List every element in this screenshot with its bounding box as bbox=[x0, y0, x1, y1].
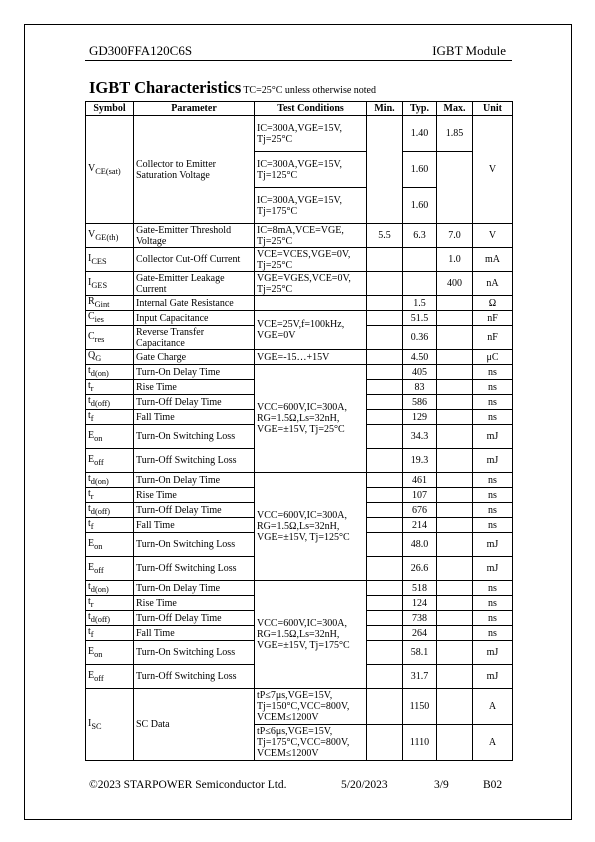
test-condition-cell: tP≤7μs,VGE=15V, Tj=150°C,VCC=800V, VCEM≤1200V bbox=[255, 689, 367, 725]
unit-cell: ns bbox=[473, 518, 513, 533]
symbol-cell: $E_{on}$ bbox=[86, 425, 134, 449]
parameter-cell: Rise Time bbox=[134, 488, 255, 503]
parameter-cell: Turn-Off Switching Loss bbox=[134, 449, 255, 473]
unit-cell: ns bbox=[473, 503, 513, 518]
parameter-cell: Gate-Emitter Leakage Current bbox=[134, 272, 255, 296]
min-cell bbox=[367, 581, 403, 596]
typ-cell: 586 bbox=[403, 395, 437, 410]
header-max: Max. bbox=[437, 102, 473, 116]
typ-cell: 738 bbox=[403, 611, 437, 626]
typ-cell: 1.40 bbox=[403, 116, 437, 152]
typ-cell: 1.60 bbox=[403, 152, 437, 188]
unit-cell: ns bbox=[473, 626, 513, 641]
symbol-cell: $C_{res}$ bbox=[86, 326, 134, 350]
min-cell bbox=[367, 248, 403, 272]
unit-cell: mJ bbox=[473, 557, 513, 581]
test-condition-cell: VCC=600V,IC=300A, RG=1.5Ω,Ls=32nH, VGE=±15V, Tj=25°C bbox=[255, 365, 367, 473]
table-row bbox=[86, 689, 513, 725]
parameter-cell: Turn-Off Delay Time bbox=[134, 503, 255, 518]
parameter-cell: Fall Time bbox=[134, 518, 255, 533]
min-cell bbox=[367, 641, 403, 665]
max-cell bbox=[437, 626, 473, 641]
min-cell bbox=[367, 116, 403, 224]
max-cell bbox=[437, 581, 473, 596]
min-cell bbox=[367, 533, 403, 557]
symbol-cell: $C_{ies}$ bbox=[86, 311, 134, 326]
test-condition-cell: tP≤6μs,VGE=15V, Tj=175°C,VCC=800V, VCEM≤1200V bbox=[255, 725, 367, 761]
unit-cell: mJ bbox=[473, 533, 513, 557]
symbol-cell: $t_{d(off)}$ bbox=[86, 395, 134, 410]
parameter-cell: Turn-On Switching Loss bbox=[134, 425, 255, 449]
symbol-cell: $R_{Gint}$ bbox=[86, 296, 134, 311]
min-cell bbox=[367, 380, 403, 395]
parameter-cell: Gate-Emitter Threshold Voltage bbox=[134, 224, 255, 248]
min-cell bbox=[367, 272, 403, 296]
parameter-cell: Gate Charge bbox=[134, 350, 255, 365]
unit-cell: V bbox=[473, 224, 513, 248]
test-condition-cell: IC=300A,VGE=15V, Tj=175°C bbox=[255, 188, 367, 224]
typ-cell: 518 bbox=[403, 581, 437, 596]
test-condition-cell: IC=300A,VGE=15V, Tj=25°C bbox=[255, 116, 367, 152]
unit-cell: ns bbox=[473, 380, 513, 395]
igbt-characteristics-table bbox=[85, 101, 513, 761]
test-condition-cell: VGE=VGES,VCE=0V, Tj=25°C bbox=[255, 272, 367, 296]
typ-cell bbox=[403, 248, 437, 272]
unit-cell: mA bbox=[473, 248, 513, 272]
max-cell bbox=[437, 296, 473, 311]
symbol-cell: $E_{on}$ bbox=[86, 533, 134, 557]
parameter-cell: Fall Time bbox=[134, 410, 255, 425]
unit-cell: A bbox=[473, 725, 513, 761]
test-condition-cell: IC=8mA,VCE=VGE, Tj=25°C bbox=[255, 224, 367, 248]
max-cell bbox=[437, 596, 473, 611]
typ-cell: 214 bbox=[403, 518, 437, 533]
footer-revision: B02 bbox=[483, 779, 503, 791]
min-cell bbox=[367, 449, 403, 473]
unit-cell: nF bbox=[473, 326, 513, 350]
part-number: GD300FFA120C6S bbox=[89, 43, 193, 58]
max-cell bbox=[437, 518, 473, 533]
header-symbol: Symbol bbox=[86, 102, 134, 116]
table-header-row bbox=[86, 102, 513, 116]
max-cell bbox=[437, 410, 473, 425]
table-row bbox=[86, 473, 513, 488]
symbol-cell: $I_{SC}$ bbox=[86, 689, 134, 761]
symbol-cell: $t_r$ bbox=[86, 488, 134, 503]
header-test-conditions: Test Conditions bbox=[255, 102, 367, 116]
test-condition-cell bbox=[255, 296, 367, 311]
test-condition-cell: VCE=25V,f=100kHz, VGE=0V bbox=[255, 311, 367, 350]
parameter-cell: Turn-Off Delay Time bbox=[134, 611, 255, 626]
max-cell bbox=[437, 641, 473, 665]
table-row bbox=[86, 296, 513, 311]
max-cell: 7.0 bbox=[437, 224, 473, 248]
parameter-cell: Internal Gate Resistance bbox=[134, 296, 255, 311]
parameter-cell: Turn-On Delay Time bbox=[134, 473, 255, 488]
symbol-cell: $t_r$ bbox=[86, 596, 134, 611]
typ-cell: 4.50 bbox=[403, 350, 437, 365]
header-parameter: Parameter bbox=[134, 102, 255, 116]
min-cell bbox=[367, 365, 403, 380]
test-condition-cell: IC=300A,VGE=15V, Tj=125°C bbox=[255, 152, 367, 188]
typ-cell: 83 bbox=[403, 380, 437, 395]
parameter-cell: Reverse Transfer Capacitance bbox=[134, 326, 255, 350]
footer-page-number: 3/9 bbox=[434, 779, 449, 791]
min-cell bbox=[367, 326, 403, 350]
unit-cell: mJ bbox=[473, 641, 513, 665]
unit-cell: ns bbox=[473, 581, 513, 596]
unit-cell: nA bbox=[473, 272, 513, 296]
min-cell bbox=[367, 557, 403, 581]
table-row bbox=[86, 350, 513, 365]
section-title-text: IGBT Characteristics bbox=[89, 78, 242, 97]
min-cell bbox=[367, 473, 403, 488]
symbol-cell: $t_{d(off)}$ bbox=[86, 611, 134, 626]
parameter-cell: Turn-Off Switching Loss bbox=[134, 665, 255, 689]
max-cell: 1.85 bbox=[437, 116, 473, 152]
parameter-cell: Input Capacitance bbox=[134, 311, 255, 326]
typ-cell: 31.7 bbox=[403, 665, 437, 689]
parameter-cell: Turn-On Switching Loss bbox=[134, 641, 255, 665]
min-cell bbox=[367, 503, 403, 518]
parameter-cell: Rise Time bbox=[134, 380, 255, 395]
unit-cell: mJ bbox=[473, 425, 513, 449]
max-cell bbox=[437, 152, 473, 224]
symbol-cell: $E_{off}$ bbox=[86, 665, 134, 689]
max-cell bbox=[437, 473, 473, 488]
min-cell bbox=[367, 665, 403, 689]
unit-cell: ns bbox=[473, 596, 513, 611]
min-cell bbox=[367, 488, 403, 503]
parameter-cell: Rise Time bbox=[134, 596, 255, 611]
parameter-cell: Turn-On Delay Time bbox=[134, 581, 255, 596]
max-cell: 400 bbox=[437, 272, 473, 296]
table-row bbox=[86, 581, 513, 596]
unit-cell: μC bbox=[473, 350, 513, 365]
min-cell bbox=[367, 626, 403, 641]
symbol-cell: $E_{on}$ bbox=[86, 641, 134, 665]
typ-cell: 1.5 bbox=[403, 296, 437, 311]
typ-cell: 0.36 bbox=[403, 326, 437, 350]
unit-cell: ns bbox=[473, 473, 513, 488]
min-cell bbox=[367, 518, 403, 533]
max-cell bbox=[437, 503, 473, 518]
max-cell bbox=[437, 689, 473, 725]
typ-cell: 124 bbox=[403, 596, 437, 611]
footer-date: 5/20/2023 bbox=[341, 779, 388, 791]
unit-cell: ns bbox=[473, 410, 513, 425]
typ-cell: 1110 bbox=[403, 725, 437, 761]
test-condition-cell: VGE=-15…+15V bbox=[255, 350, 367, 365]
max-cell bbox=[437, 557, 473, 581]
unit-cell: mJ bbox=[473, 449, 513, 473]
max-cell bbox=[437, 395, 473, 410]
max-cell bbox=[437, 326, 473, 350]
min-cell bbox=[367, 350, 403, 365]
parameter-cell: Collector Cut-Off Current bbox=[134, 248, 255, 272]
typ-cell bbox=[403, 272, 437, 296]
table-row bbox=[86, 224, 513, 248]
unit-cell: A bbox=[473, 689, 513, 725]
parameter-cell: Turn-On Delay Time bbox=[134, 365, 255, 380]
typ-cell: 19.3 bbox=[403, 449, 437, 473]
unit-cell: ns bbox=[473, 488, 513, 503]
unit-cell: Ω bbox=[473, 296, 513, 311]
min-cell: 5.5 bbox=[367, 224, 403, 248]
header-unit: Unit bbox=[473, 102, 513, 116]
min-cell bbox=[367, 296, 403, 311]
max-cell bbox=[437, 425, 473, 449]
typ-cell: 461 bbox=[403, 473, 437, 488]
symbol-cell: $t_f$ bbox=[86, 626, 134, 641]
max-cell bbox=[437, 533, 473, 557]
parameter-cell: Turn-On Switching Loss bbox=[134, 533, 255, 557]
symbol-cell: $t_f$ bbox=[86, 518, 134, 533]
symbol-cell: $t_{d(on)}$ bbox=[86, 473, 134, 488]
typ-cell: 6.3 bbox=[403, 224, 437, 248]
typ-cell: 107 bbox=[403, 488, 437, 503]
header-typ: Typ. bbox=[403, 102, 437, 116]
typ-cell: 264 bbox=[403, 626, 437, 641]
symbol-cell: $I_{CES}$ bbox=[86, 248, 134, 272]
unit-cell: ns bbox=[473, 365, 513, 380]
typ-cell: 34.3 bbox=[403, 425, 437, 449]
unit-cell: ns bbox=[473, 611, 513, 626]
symbol-cell: $V_{GE(th)}$ bbox=[86, 224, 134, 248]
typ-cell: 1.60 bbox=[403, 188, 437, 224]
section-condition: TC=25°C unless otherwise noted bbox=[243, 85, 376, 96]
min-cell bbox=[367, 395, 403, 410]
typ-cell: 48.0 bbox=[403, 533, 437, 557]
table-row bbox=[86, 365, 513, 380]
max-cell bbox=[437, 665, 473, 689]
max-cell bbox=[437, 488, 473, 503]
table-row bbox=[86, 248, 513, 272]
footer-copyright: ©2023 STARPOWER Semiconductor Ltd. bbox=[89, 779, 287, 791]
min-cell bbox=[367, 425, 403, 449]
section-title bbox=[89, 78, 376, 98]
parameter-cell: Turn-Off Switching Loss bbox=[134, 557, 255, 581]
unit-cell: mJ bbox=[473, 665, 513, 689]
typ-cell: 405 bbox=[403, 365, 437, 380]
typ-cell: 676 bbox=[403, 503, 437, 518]
symbol-cell: $t_f$ bbox=[86, 410, 134, 425]
unit-cell: ns bbox=[473, 395, 513, 410]
max-cell: 1.0 bbox=[437, 248, 473, 272]
table-row bbox=[86, 311, 513, 326]
min-cell bbox=[367, 311, 403, 326]
typ-cell: 51.5 bbox=[403, 311, 437, 326]
symbol-cell: $E_{off}$ bbox=[86, 557, 134, 581]
symbol-cell: $t_{d(on)}$ bbox=[86, 581, 134, 596]
typ-cell: 26.6 bbox=[403, 557, 437, 581]
symbol-cell: $E_{off}$ bbox=[86, 449, 134, 473]
max-cell bbox=[437, 311, 473, 326]
test-condition-cell: VCC=600V,IC=300A, RG=1.5Ω,Ls=32nH, VGE=±15V, Tj=175°C bbox=[255, 581, 367, 689]
symbol-cell: $t_{d(on)}$ bbox=[86, 365, 134, 380]
max-cell bbox=[437, 725, 473, 761]
max-cell bbox=[437, 611, 473, 626]
symbol-cell: $V_{CE(sat)}$ bbox=[86, 116, 134, 224]
unit-cell: V bbox=[473, 116, 513, 224]
max-cell bbox=[437, 449, 473, 473]
typ-cell: 1150 bbox=[403, 689, 437, 725]
max-cell bbox=[437, 365, 473, 380]
min-cell bbox=[367, 596, 403, 611]
header-min: Min. bbox=[367, 102, 403, 116]
max-cell bbox=[437, 350, 473, 365]
parameter-cell: SC Data bbox=[134, 689, 255, 761]
table-row bbox=[86, 116, 513, 152]
parameter-cell: Fall Time bbox=[134, 626, 255, 641]
document-type: IGBT Module bbox=[432, 43, 506, 58]
typ-cell: 58.1 bbox=[403, 641, 437, 665]
parameter-cell: Collector to Emitter Saturation Voltage bbox=[134, 116, 255, 224]
symbol-cell: $t_r$ bbox=[86, 380, 134, 395]
typ-cell: 129 bbox=[403, 410, 437, 425]
unit-cell: nF bbox=[473, 311, 513, 326]
max-cell bbox=[437, 380, 473, 395]
symbol-cell: $t_{d(off)}$ bbox=[86, 503, 134, 518]
min-cell bbox=[367, 611, 403, 626]
min-cell bbox=[367, 410, 403, 425]
parameter-cell: Turn-Off Delay Time bbox=[134, 395, 255, 410]
test-condition-cell: VCE=VCES,VGE=0V, Tj=25°C bbox=[255, 248, 367, 272]
min-cell bbox=[367, 689, 403, 725]
test-condition-cell: VCC=600V,IC=300A, RG=1.5Ω,Ls=32nH, VGE=±15V, Tj=125°C bbox=[255, 473, 367, 581]
table-row bbox=[86, 272, 513, 296]
min-cell bbox=[367, 725, 403, 761]
symbol-cell: $Q_G$ bbox=[86, 350, 134, 365]
header-rule bbox=[85, 60, 512, 61]
symbol-cell: $I_{GES}$ bbox=[86, 272, 134, 296]
